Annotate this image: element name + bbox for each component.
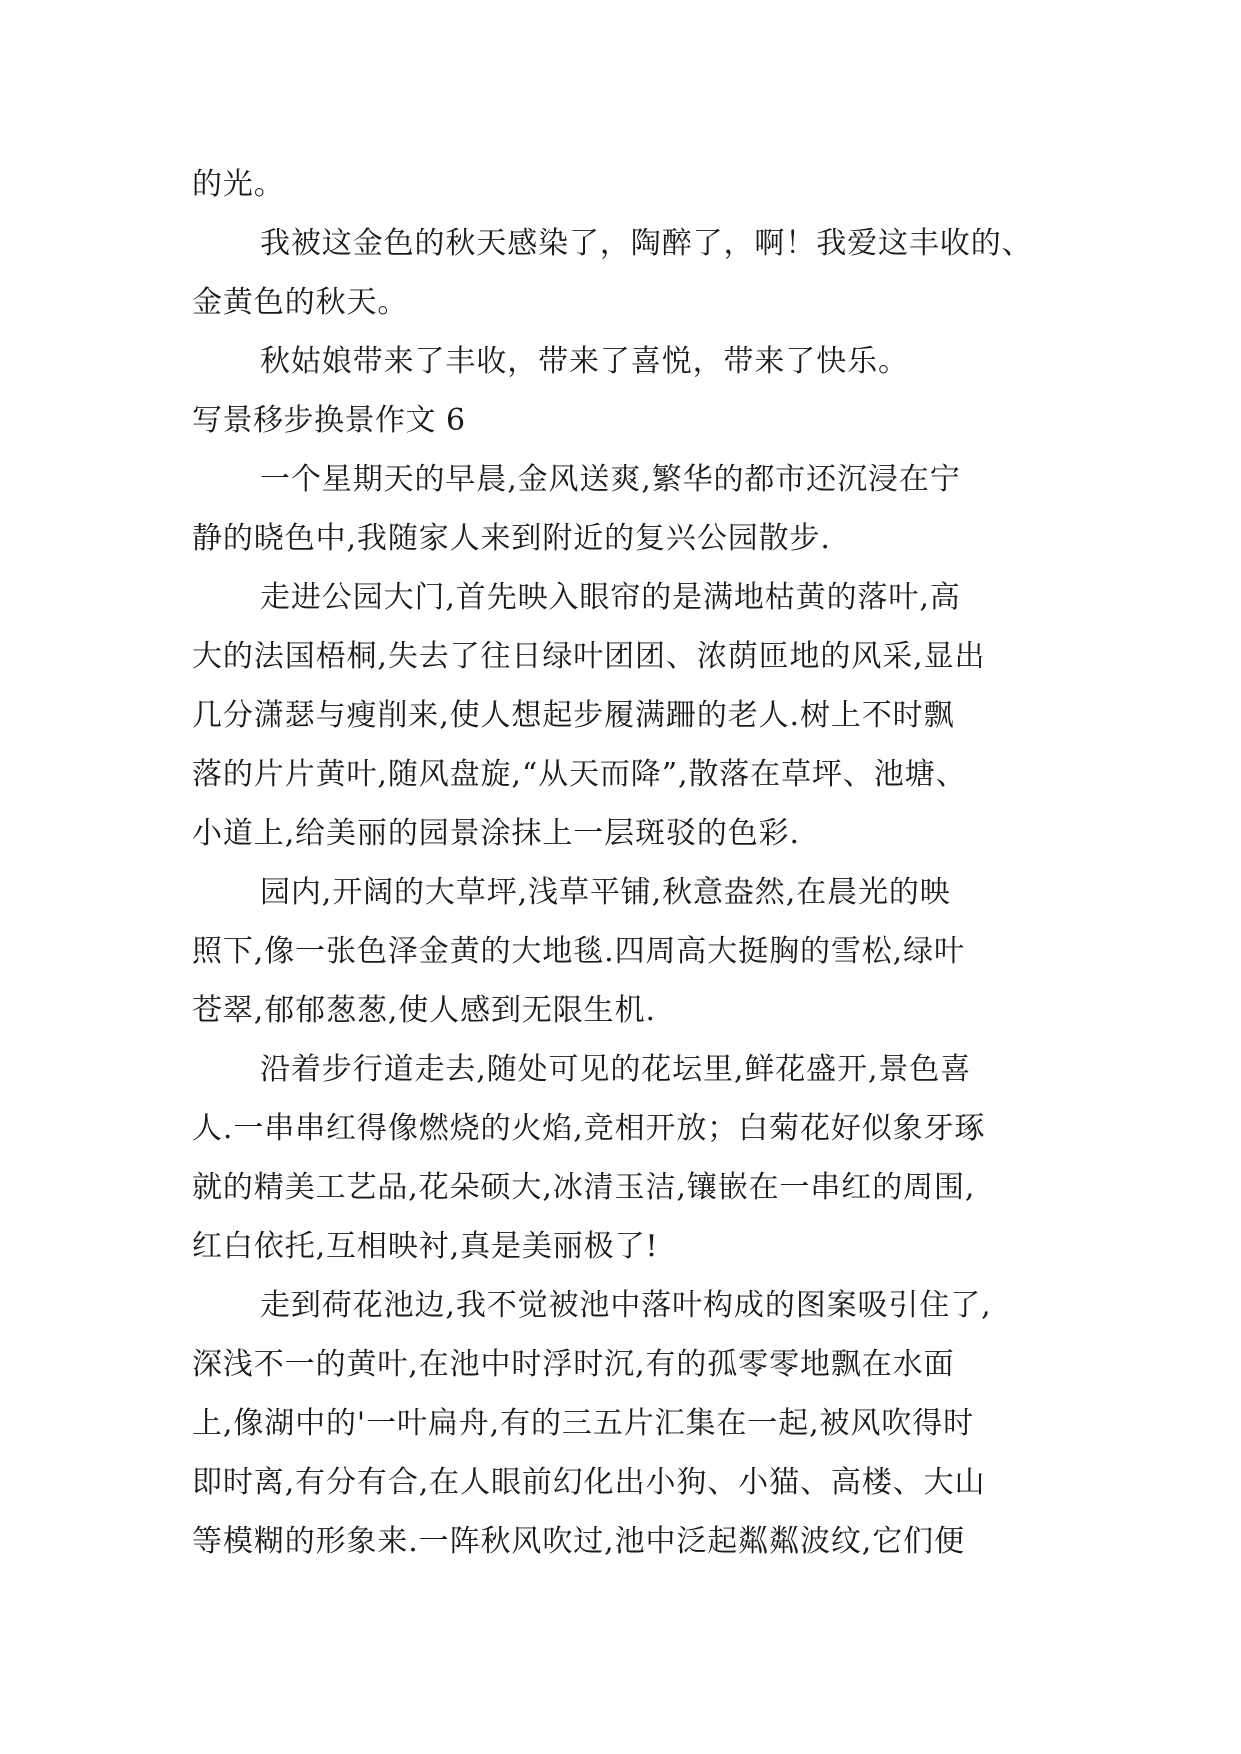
text-line: 深浅不一的黄叶,在池中时浮时沉,有的孤零零地飘在水面 — [192, 1347, 955, 1382]
paragraph-line: 沿着步行道走去,随处可见的花坛里,鲜花盛开,景色喜 — [260, 1052, 972, 1087]
text-line: 的光。 — [192, 167, 285, 202]
text-line: 即时离,有分有合,在人眼前幻化出小狗、小猫、高楼、大山 — [192, 1465, 986, 1500]
text-line: 苍翠,郁郁葱葱,使人感到无限生机. — [192, 993, 656, 1028]
text-line: 静的晓色中,我随家人来到附近的复兴公园散步. — [192, 521, 831, 556]
text-line: 落的片片黄叶,随风盘旋,“从天而降”,散落在草坪、池塘、 — [192, 757, 967, 792]
paragraph-line: 园内,开阔的大草坪,浅草平铺,秋意盎然,在晨光的映 — [260, 875, 951, 910]
section-heading: 写景移步换景作文 6 — [192, 403, 466, 438]
text-line: 小道上,给美丽的园景涂抹上一层斑驳的色彩. — [192, 816, 800, 851]
paragraph-line: 秋姑娘带来了丰收，带来了喜悦，带来了快乐。 — [260, 344, 909, 379]
paragraph-line: 一个星期天的早晨,金风送爽,繁华的都市还沉浸在宁 — [260, 462, 961, 497]
document-page — [192, 155, 1072, 1571]
text-line: 几分潇瑟与瘦削来,使人想起步履满跚的老人.树上不时飘 — [192, 698, 955, 733]
paragraph-line: 走到荷花池边,我不觉被池中落叶构成的图案吸引住了, — [260, 1288, 992, 1323]
text-line: 红白依托,互相映衬,真是美丽极了! — [192, 1229, 659, 1264]
text-line: 照下,像一张色泽金黄的大地毯.四周高大挺胸的雪松,绿叶 — [192, 934, 965, 969]
text-line: 就的精美工艺品,花朵硕大,冰清玉洁,镶嵌在一串红的周围, — [192, 1170, 976, 1205]
text-line: 大的法国梧桐,失去了往日绿叶团团、浓荫匝地的风采,显出 — [192, 639, 986, 674]
paragraph-line: 我被这金色的秋天感染了，陶醉了，啊！我爱这丰收的、 — [260, 226, 1033, 261]
text-line: 上,像湖中的'一叶扁舟,有的三五片汇集在一起,被风吹得时 — [192, 1406, 975, 1441]
text-line: 金黄色的秋天。 — [192, 285, 409, 320]
paragraph-line: 走进公园大门,首先映入眼帘的是满地枯黄的落叶,高 — [260, 580, 961, 615]
text-line: 人.一串串红得像燃烧的火焰,竞相开放；白菊花好似象牙琢 — [192, 1111, 986, 1146]
text-line: 等模糊的形象来.一阵秋风吹过,池中泛起粼粼波纹,它们便 — [192, 1524, 965, 1559]
